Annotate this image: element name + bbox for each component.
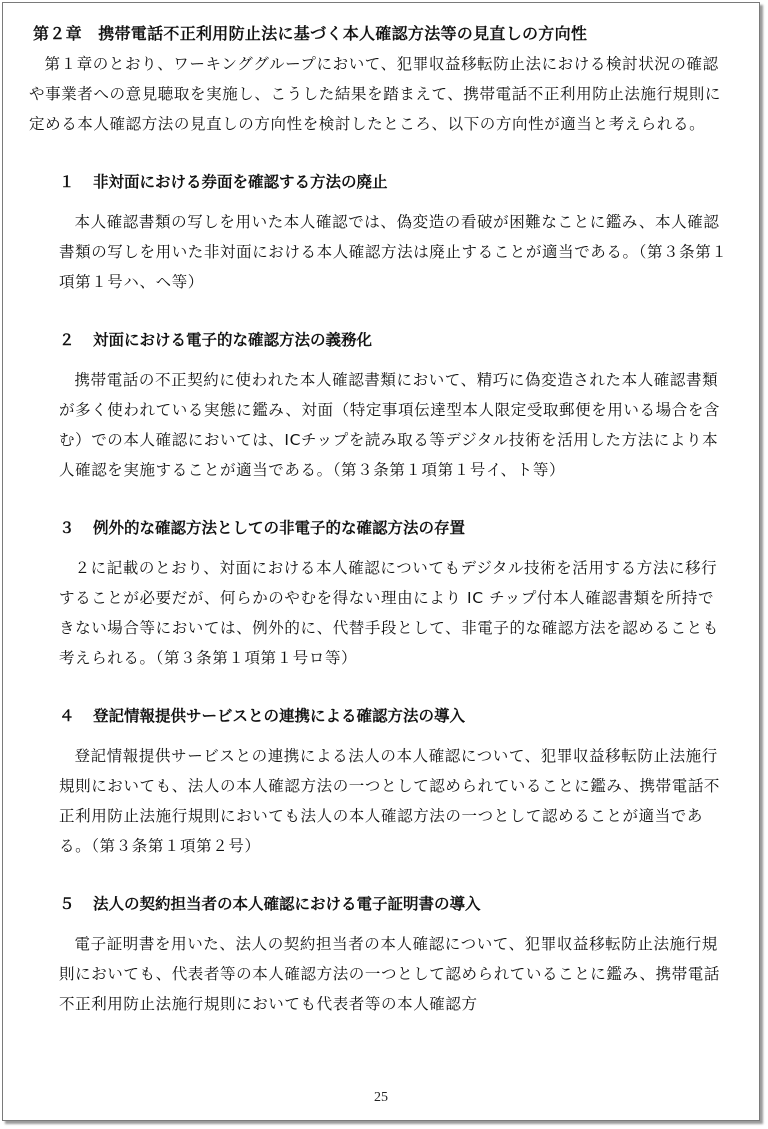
document-page <box>2 2 760 1121</box>
section-3-number: ３ <box>59 519 75 537</box>
chapter-title: 第２章 携帯電話不正利用防止法に基づく本人確認方法等の見直しの方向性 <box>33 24 588 43</box>
section-5-heading <box>59 891 729 917</box>
section-2-heading <box>59 327 729 353</box>
section-1 <box>29 169 729 297</box>
section-3 <box>29 515 729 673</box>
section-4-body: 登記情報提供サービスとの連携による法人の本人確認について、犯罪収益移転防止法施行規則においても、法人の本人確認方法の一つとして認められていることに鑑み、携帯電話不正利用防止法施行規則においても法人の本人確認方法の一つとして認めることが適当である。（第３条第１項第２号） <box>59 747 721 855</box>
section-5-number: ５ <box>59 895 75 913</box>
section-5-title: 法人の契約担当者の本人確認における電子証明書の導入 <box>93 895 481 913</box>
section-4-heading <box>59 703 729 729</box>
section-4-title: 登記情報提供サービスとの連携による確認方法の導入 <box>93 707 466 725</box>
section-2 <box>29 327 729 485</box>
section-3-title: 例外的な確認方法としての非電子的な確認方法の存置 <box>93 519 466 537</box>
section-3-heading <box>59 515 729 541</box>
section-2-title: 対面における電子的な確認方法の義務化 <box>93 331 373 349</box>
section-5-body: 電子証明書を用いた、法人の契約担当者の本人確認について、犯罪収益移転防止法施行規則においても、代表者等の本人確認方法の一つとして認められていることに鑑み、携帯電話不正利用防止法施行規則においても代表者等の本人確認方 <box>59 935 721 1013</box>
section-5 <box>29 891 729 1019</box>
chapter-intro-paragraph: 第１章のとおり、ワーキンググループにおいて、犯罪収益移転防止法における検討状況の確認や事業者への意見聴取を実施し、こうした結果を踏まえて、携帯電話不正利用防止法施行規則に定める本人確認方法の見直しの方向性を検討したところ、以下の方向性が適当と考えられる。 <box>29 55 721 133</box>
section-3-body: ２に記載のとおり、対面における本人確認についてもデジタル技術を活用する方法に移行することが必要だが、何らかのやむを得ない理由により IC チップ付本人確認書類を所持できない場合等においては、例外的に、代替手段として、非電子的な確認方法を認めることも考えられる。（第３条第１項第１号ロ等） <box>59 559 719 667</box>
section-4 <box>29 703 729 861</box>
section-1-heading <box>59 169 729 195</box>
section-1-title: 非対面における券面を確認する方法の廃止 <box>93 173 388 191</box>
section-2-body: 携帯電話の不正契約に使われた本人確認書類において、精巧に偽変造された本人確認書類が多く使われている実態に鑑み、対面（特定事項伝達型本人限定受取郵便を用いる場合を含む）での本人確認においては、ICチップを読み取る等デジタル技術を活用した方法により本人確認を実施することが適当である。（第３条第１項第１号イ、ト等） <box>59 371 721 479</box>
section-1-number: １ <box>59 173 75 191</box>
page-content <box>29 21 729 1019</box>
section-4-number: ４ <box>59 707 75 725</box>
section-2-number: ２ <box>59 331 75 349</box>
page-number: 25 <box>374 1090 388 1105</box>
section-1-body: 本人確認書類の写しを用いた本人確認では、偽変造の看破が困難なことに鑑み、本人確認書類の写しを用いた非対面における本人確認方法は廃止することが適当である。（第３条第１項第１号ハ、ヘ等） <box>59 213 728 291</box>
